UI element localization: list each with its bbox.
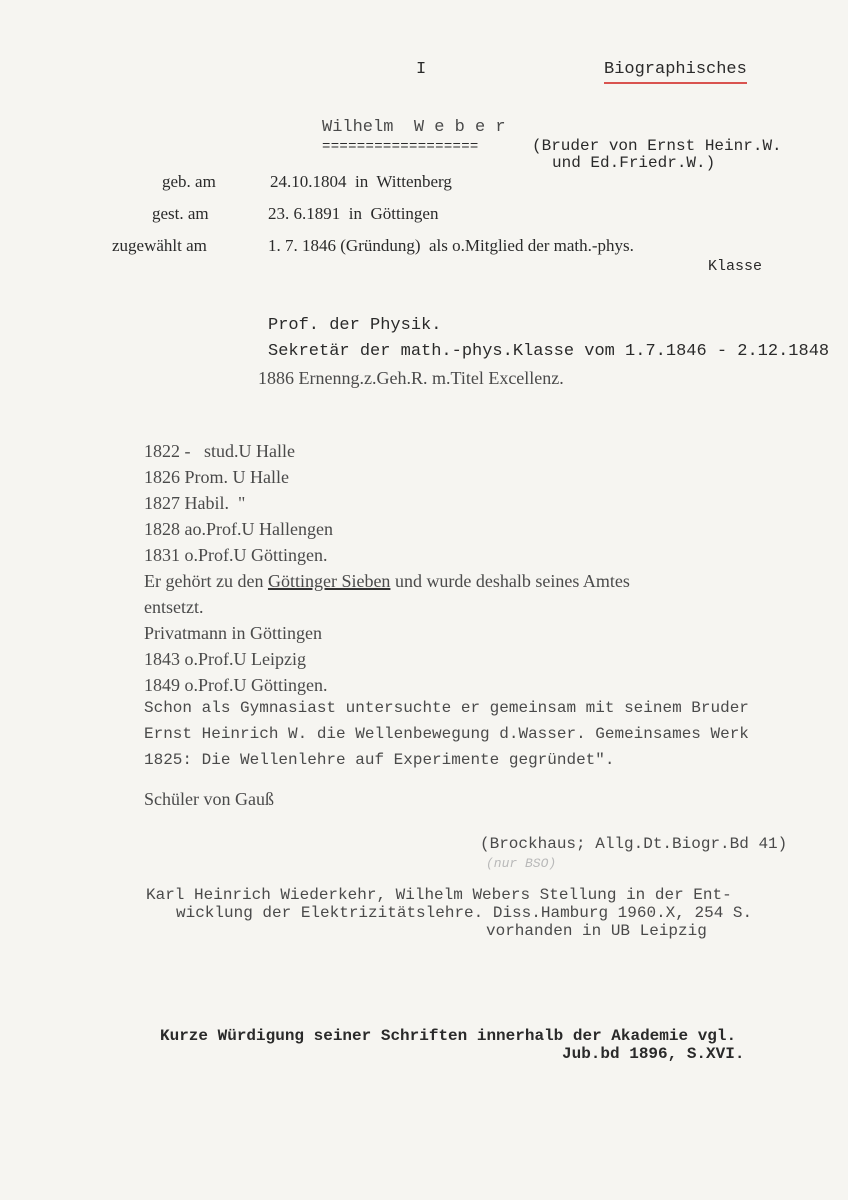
person-name: Wilhelm W e b e r (322, 118, 506, 137)
page-number: I (416, 60, 427, 79)
footer-line-1: Kurze Würdigung seiner Schriften innerhalb der Akademie vgl. (160, 1027, 737, 1045)
career-item: 1828 ao.Prof.U Hallengen (144, 519, 333, 539)
career-item: 1822 - stud.U Halle (144, 441, 295, 461)
position-line-3: 1886 Ernenng.z.Geh.R. m.Titel Excellenz. (258, 368, 564, 388)
footer-line-2: Jub.bd 1896, S.XVI. (562, 1045, 745, 1063)
seven-text-before: Er gehört zu den (144, 571, 268, 591)
gymnasium-line-3: 1825: Die Wellenlehre auf Experimente gegründet". (144, 751, 615, 769)
born-label: geb. am (162, 172, 216, 191)
elected-value-line-2: Klasse (708, 258, 763, 275)
goettingen-line: 1849 o.Prof.U Göttingen. (144, 675, 328, 695)
position-line-2: Sekretär der math.-phys.Klasse vom 1.7.1846 - 2.12.1848 (268, 342, 830, 361)
dissertation-line-3: vorhanden in UB Leipzig (486, 922, 707, 940)
died-label: gest. am (152, 204, 209, 223)
died-value: 23. 6.1891 in Göttingen (268, 204, 439, 223)
name-underline: ================== (322, 139, 479, 155)
relation-line-2: und Ed.Friedr.W.) (552, 154, 716, 172)
position-line-1: Prof. der Physik. (268, 316, 442, 335)
elected-label: zugewählt am (112, 236, 207, 255)
born-value: 24.10.1804 in Wittenberg (270, 172, 452, 191)
career-item: 1826 Prom. U Halle (144, 467, 289, 487)
goettingen-seven-line-1 (144, 571, 630, 592)
leipzig-line: 1843 o.Prof.U Leipzig (144, 649, 306, 669)
goettingen-seven-line-2: entsetzt. (144, 597, 204, 617)
career-item: 1831 o.Prof.U Göttingen. (144, 545, 328, 565)
dissertation-line-2: wicklung der Elektrizitätslehre. Diss.Hamburg 1960.X, 254 S. (176, 904, 753, 922)
dissertation-line-1: Karl Heinrich Wiederkehr, Wilhelm Webers Stellung in der Ent- (146, 886, 732, 904)
gymnasium-line-1: Schon als Gymnasiast untersuchte er gemeinsam mit seinem Bruder (144, 699, 749, 717)
relation-line-1: (Bruder von Ernst Heinr.W. (532, 137, 782, 155)
career-item: 1827 Habil. " (144, 493, 246, 513)
margin-handwritten-note: (nur BSO) (486, 856, 557, 871)
brockhaus-source: (Brockhaus; Allg.Dt.Biogr.Bd 41) (480, 835, 788, 853)
seven-text-after: und wurde deshalb seines Amtes (390, 571, 630, 591)
gymnasium-line-2: Ernst Heinrich W. die Wellenbewegung d.Wasser. Gemeinsames Werk (144, 725, 749, 743)
privatmann-line: Privatmann in Göttingen (144, 623, 322, 643)
elected-value: 1. 7. 1846 (Gründung) als o.Mitglied der math.-phys. (268, 236, 634, 255)
student-line: Schüler von Gauß (144, 789, 274, 809)
goettingen-seven-link: Göttinger Sieben (267, 571, 391, 591)
section-label: Biographisches (604, 60, 747, 84)
